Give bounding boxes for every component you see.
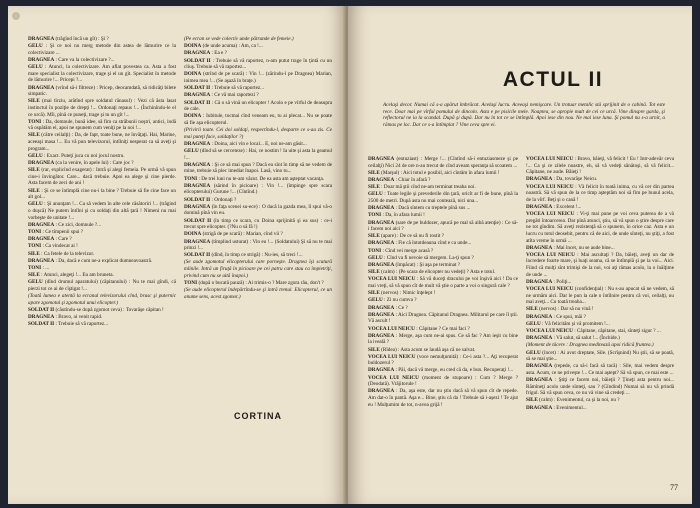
- dialogue-line: [28, 307, 176, 314]
- dialogue-line: [28, 258, 176, 265]
- speaker-name: DRAGNEA: [368, 367, 395, 374]
- line-text: : Ordonaţi ?: [211, 196, 237, 203]
- line-text: : Da, aşa este, dar nu ştiu dacă să vă spun cît de repede. Am dat-o în pantă. Aşa e... Bine, ştiu că da ! Trebuie să i-aşezi ! Te ajut eu ! Mulţumim de tot, n-avea grijă !: [368, 388, 518, 408]
- speaker-name: SILE: [368, 290, 380, 297]
- dialogue-line: [28, 153, 176, 160]
- line-text: (voce nemulţumită) : Ce-i asta ?... Aţi recuperat buldozerul ?: [368, 353, 518, 367]
- line-text: : Ce ?: [395, 304, 408, 311]
- speaker-name: DRAGNEA: [184, 50, 211, 57]
- dialogue-line: [526, 405, 674, 412]
- dialogue-line: [368, 240, 518, 247]
- line-text: : Doina, aici vin e local... E, noi ne-am găsit...: [211, 140, 307, 147]
- line-text: (calm) : Evenimentul, ca şi la noi, nu ?: [539, 397, 620, 404]
- speaker-name: DRAGNEA: [28, 257, 55, 264]
- dialogue-line: [28, 43, 176, 56]
- dialogue-line: [28, 222, 176, 229]
- stage-direction: (Toată lumea e atentă la ecranul televizorului cînd, brusc şi puternic apare zgomotul şi zgomotul unui elicopter.): [28, 293, 176, 306]
- stage-directions-intro: Acelaşi decor. Numai că s-a apărut îmbrăcat. Acelaşi lucru. Aceeaşi nemişcare. Un trotuar metalic stă sprijinit de o cabină. Tot este rece. Doar mai pe vîrful pomului de dincolo. Asta e pe pisicile mele. Noaptea, se apropie mult de cei ce urcă. Vine dinspre garda, şi reflectorul ne ia la scandal. După şi după. Dar nu în tot ce se întîmplă. Apoi iese din nou. Ne mai iese luna. Şi pomul nu s-a urnit, a rămas pe loc. Dar ce s-a întîmplat ? Vine ceva spre ei.: [383, 102, 665, 128]
- speaker-name: TONI: [28, 264, 42, 271]
- dialogue-line: [184, 197, 332, 204]
- speaker-name: SILE: [368, 233, 380, 240]
- speaker-name: TONI: [28, 228, 42, 235]
- speaker-name: DRAGNEA: [184, 92, 211, 99]
- line-text: : Bravo, ai venit rapid.: [55, 314, 103, 320]
- dialogue-line: [28, 236, 176, 243]
- dialogue-line: [526, 286, 674, 306]
- stage-direction: (Moment de tăcere : Dragnea meditează apoi ridică fruntea.): [526, 342, 654, 349]
- line-text: : Atunci, la colectivizare. Am aflat povestea ca. Asta a fost mare specialist la colectivizare, trage şi el un gît. Specialist în metode de lămurire !... Pricepi ?...: [28, 64, 176, 84]
- speaker-name: GELU: [526, 349, 541, 356]
- line-text: : Vă felicit în toată inima, cu vă cer din partea noastră. Să vă spun de la ce timp aşteptăm noi să fim pe bunul acela, de la vîrf. Beţi şi o cană !: [526, 183, 674, 203]
- line-text: (în faţa scenei su-ece) : O dacă la gazda mea, îl spui vă-o domină pînă vin eu.: [184, 203, 332, 217]
- speaker-name: TONI: [184, 279, 198, 286]
- dialogue-line: [368, 354, 518, 367]
- line-text: : Da, în afara lumii !: [382, 212, 425, 219]
- dialogue-line: [368, 375, 518, 388]
- line-text: (după o bucată pauză) : Ai trimis-o ? Mare zgura rău, don't ?: [198, 279, 324, 286]
- dialogue-line: [184, 58, 332, 71]
- dialogue-line: [28, 57, 176, 64]
- dialogue-line: [184, 92, 332, 99]
- line-text: : Dacă sîntem cu treptele pînă sus ...: [395, 205, 471, 212]
- speaker-name: VOCEA LUI NEICU: [526, 327, 573, 334]
- line-text: (Rîdea) : Asta acum se laudă aşa că ne salvat.: [381, 346, 476, 353]
- dialogue-line: [184, 218, 332, 231]
- speaker-name: DRAGNEA: [368, 388, 395, 395]
- line-text: : Excelent !...: [553, 203, 582, 210]
- line-text: : Da, tovarăşe Neicu.: [553, 176, 598, 183]
- line-text: : Să vă duceţi dracului pe voi înşivă aici ! Da ce mai vreţi, să vă spun cît de mult vă ştie o parte a voi o singură cale ?: [368, 276, 518, 289]
- line-text: : Mai ascultaţi ? Da, băieţi, aveţi un dar de încredere foarte mare, şi luaţi seama, că se întîmplă şi pe la voi... Aici. Fiind că mulţi sînt trimişi de la noi, voi aţi rămas acolo, la o înălţime de unde ...: [526, 251, 674, 278]
- speaker-name: DRAGNEA: [28, 236, 55, 243]
- speaker-name: DRAGNEA: [184, 203, 211, 210]
- speaker-name: VOCEA LUI NEICU: [368, 353, 416, 360]
- speaker-name: VOCEA LUI NEICU: [368, 325, 415, 332]
- speaker-name: VOCEA LUI NEICU: [526, 211, 575, 218]
- dialogue-line: [368, 156, 518, 169]
- stage-direction: (Privirii toate. Cei doi soldaţi, respectîndu-l, desparte ce s-au zis. Ce mai puteţi face, soldaţilor ?): [184, 127, 332, 140]
- dialogue-line: [184, 50, 332, 57]
- dialogue-line: [368, 290, 518, 297]
- dialogue-line: [184, 287, 332, 300]
- dialogue-line: [28, 229, 176, 236]
- dialogue-line: [526, 335, 674, 342]
- dialogue-line: [184, 231, 332, 238]
- line-text: (repede, ca să-i facă să tacă) : Sile, mai vedem despre asta. Acum, ce ne priveşte !... Ce mai aştept? Să vă spun, ce mai este ...: [526, 363, 674, 376]
- speaker-name: VOCEA LUI NEICU: [526, 183, 574, 190]
- speaker-name: GELU: [28, 152, 43, 159]
- line-text: (încet) : Ai avut dreptate, Sile. (Scrîşnind) Nu ştii, să se poată, să se mai ştie...: [526, 349, 674, 363]
- speaker-name: SOLDAT II: [184, 252, 211, 259]
- line-text: (sărind în picioare) : Vin !... (împinge spre scara elicopterului) Gurune !... (Cîntînd.): [184, 182, 332, 196]
- dialogue-line: [28, 36, 176, 43]
- dialogue-line: [184, 259, 332, 279]
- speaker-name: VOCEA LUI NEICU: [526, 156, 574, 162]
- line-text: : Şi anunţam !... Ca să vedem în alte cele căsătoriri !... (trăgind o duşcă) Ne putem întîlni şi cu soldaţi din altă ţară ! Nimeni nu mai vorbeşte de unitate !...: [28, 201, 176, 221]
- dialogue-line: [184, 252, 332, 259]
- speaker-name: TONI: [28, 118, 42, 125]
- line-text: : Ce spui, măi ?: [553, 313, 586, 320]
- dialogue-line: [184, 239, 332, 252]
- line-text: (rar, explicînd exagerat) : Intră şi alegi femeia. Pe urmă vă spun cine-i învingător. Care... dacă trebuie. Apoi ea alege şi cine pierde. Asta facem de zeci de ani !: [28, 167, 176, 187]
- dialogue-line: [184, 127, 332, 140]
- dialogue-line: [184, 43, 332, 50]
- speaker-name: VOCEA LUI NEICU: [368, 276, 416, 283]
- speaker-name: DRAGNEA: [368, 156, 395, 162]
- speaker-name: GELU: [28, 43, 43, 50]
- speaker-name: DRAGNEA: [184, 238, 211, 245]
- line-text: : Care ?: [55, 236, 72, 243]
- line-text: : Trebuie să vă raportez, n-am putut trage în ţintă cu un cliuş. Trebuie să vă raportez...: [184, 57, 332, 71]
- speaker-name: SILE: [526, 397, 538, 404]
- curtain-heading: CORTINA: [234, 411, 282, 421]
- dialogue-line: [28, 314, 176, 321]
- line-text: (tîmplind usturat) : Vin eu !... (Soldatului) Şi să nu te mai prinzi !...: [184, 238, 332, 252]
- line-text: : Evenimentul...: [553, 404, 587, 411]
- speaker-name: GELU: [368, 254, 383, 261]
- dialogue-line: [184, 280, 332, 287]
- speaker-name: DOINA: [184, 71, 202, 78]
- speaker-name: DRAGNEA: [368, 176, 395, 183]
- speaker-name: DRAGNEA: [526, 313, 553, 320]
- line-text: : Ce zici, domnule ?...: [55, 221, 102, 228]
- dialogue-line: [526, 279, 674, 286]
- line-text: (calm) : (Pe scara de elicopter nu vedeţi) ? Asta e totul.: [381, 269, 496, 276]
- line-text: (trăgînd încă un gît) : Şi ?: [55, 36, 109, 42]
- dialogue-line: [368, 333, 518, 346]
- line-text: : Toate legile şi prevederile din ţară, oricît ar fi de bune, pînă la 2500 de metri. După asta nu mai contează, nici una...: [368, 191, 518, 204]
- dialogue-line: [184, 113, 332, 126]
- line-text: : Ca vindecat ai !: [42, 243, 78, 250]
- speaker-name: SILE: [28, 187, 40, 194]
- dialogue-line: [368, 205, 518, 212]
- line-text: (dînd să se cerceteze) : Hai, ce nostim ! Ia uite şi asta la geamul !...: [184, 148, 332, 161]
- speaker-name: SILE: [526, 306, 538, 313]
- dialogue-line: [28, 293, 176, 306]
- line-text: (confidenţial) : Nu s-au apucat să ne vedem, să ne urmăm aici. Dar le pun la cale o întîlnire pentru că voi, ceilalţi, nu mai aveţi... Cu toată treaba...: [526, 286, 674, 306]
- dialogue-line: [368, 312, 518, 325]
- speaker-name: DRAGNEA: [28, 84, 55, 91]
- dialogue-line: [28, 243, 176, 250]
- speaker-name: SILE: [28, 272, 40, 279]
- line-text: : Merge, aşa cum ne-ai spus. Ce să fac ? Am ieşit cu bine la iveală ?: [368, 332, 518, 346]
- speaker-name: DRAGNEA: [368, 304, 395, 311]
- dialogue-line: [526, 176, 674, 183]
- dialogue-line: [368, 248, 518, 255]
- line-text: : Bravo, băieţi, vă felicit ! Eu ! Intr-adevăr ceva !... Ca şi ce zilele noastre, eh, să vă vedeţi sănătoşi, să vă felicit... Căpitane, ne aude. Băieţi !: [526, 156, 674, 176]
- line-text: : Că o să vină un elicopter ! Acolo e pe vîrful de deasupra de cale.: [184, 99, 332, 113]
- line-text: : ...: [42, 264, 50, 271]
- line-text: (apare) : De ce să nu fi rostit ?: [381, 233, 444, 240]
- dialogue-line: [368, 184, 518, 191]
- speaker-name: SILE: [368, 184, 380, 191]
- line-text: : Vă felicităm şi vă promitem !...: [542, 320, 610, 327]
- right-column-2: [526, 156, 674, 486]
- line-text: : Ce vă mai raportezi ?: [211, 92, 259, 99]
- line-text: (moment de stupoare) : Cum ? Merge ? (Deodată). Vrăjitorule !: [368, 374, 518, 388]
- left-page: [8, 6, 346, 504]
- speaker-name: SILE: [28, 167, 40, 174]
- speaker-name: SILE: [28, 132, 40, 139]
- dialogue-line: [368, 305, 518, 312]
- speaker-name: DRAGNEA: [28, 56, 55, 63]
- dialogue-line: [368, 347, 518, 354]
- speaker-name: SOLDAT II: [184, 57, 211, 64]
- stage-direction: (Se aude zgomotul elicopterului care porneşte. Dragnea îşi scutură mîinile. Intră un firuţă în picioare pe cei patru care stau ca împietriţi, privind cum nu se uită înapoi.): [184, 259, 332, 279]
- line-text: (căutîndu-se după zgomot ceva) : Tovarăşe căpitan !: [55, 306, 164, 313]
- speaker-name: DRAGNEA: [368, 332, 395, 339]
- dialogue-line: [28, 167, 176, 187]
- speaker-name: GELU: [368, 297, 383, 304]
- dialogue-line: [28, 132, 176, 152]
- line-text: (nervos) : Nimic înţelept !: [381, 290, 436, 297]
- speaker-name: SOLDAT II: [184, 196, 211, 203]
- line-text: : Ca fetele de la televizor.: [41, 250, 95, 257]
- speaker-name: DOINA: [184, 231, 202, 238]
- line-text: : Ştiţi ce facem noi, băieţii ? Ţineţi asta pentru noi... Rămîneţi acolo unde sînteţi, sau ? (Gîndind) Numai să nu vă prindă frigul. Să vă spun ceva, ce nu vă vine să credeţi ...: [526, 377, 674, 397]
- speaker-name: GELU: [526, 320, 541, 327]
- speaker-name: DRAGNEA: [368, 205, 395, 212]
- stage-direction: (Se aude elicopterul îndepărtîndu-se şi intră trenul. Elicopterul, ce un anume sens, acest zgomot.): [184, 287, 332, 300]
- speaker-name: VOCEA LUI NEICU: [526, 251, 575, 258]
- line-text: : Da, domnule, bună idee, să fim ca străbunii noştri, antici, indă vă ospătăm el, apoi ne spunem cum veniţi pe la noi !...: [28, 118, 176, 132]
- line-text: (împăcat) : Şi aşa pe terminat ?: [395, 262, 461, 269]
- dialogue-line: [368, 177, 518, 184]
- dialogue-line: [28, 119, 176, 132]
- dialogue-line: [368, 326, 518, 333]
- dialogue-line: [368, 191, 518, 204]
- speaker-name: TONI: [368, 247, 382, 254]
- dialogue-line: [368, 276, 518, 289]
- dialogue-line: [368, 170, 518, 177]
- speaker-name: GELU: [28, 279, 43, 286]
- speaker-name: DRAGNEA: [526, 377, 553, 384]
- dialogue-line: [28, 98, 176, 118]
- page-corner-mark: [12, 12, 20, 20]
- line-text: (ca la venire, în apele lui) : Care joc ?: [55, 160, 134, 167]
- dialogue-line: [526, 184, 674, 204]
- dialogue-line: [526, 314, 674, 321]
- dialogue-line: [184, 204, 332, 217]
- speaker-name: GELU: [368, 191, 383, 198]
- line-text: (Marşul) : Aici totul e posibil, aici cîntăm în afara lumii !: [381, 169, 500, 176]
- dialogue-line: [28, 251, 176, 258]
- speaker-name: DRAGNEA: [184, 182, 211, 189]
- speaker-name: VOCEA LUI NEICU: [368, 374, 419, 381]
- line-text: (strînd de pe scară) : Vin !... (zărindu-l pe Dragnea) Marian, inimea mea !... (Se aşază în braţe.): [184, 71, 332, 84]
- dialogue-line: [28, 265, 176, 272]
- line-text: (dînd, în timp ce strigă) : Nu-ies, să treci !...: [211, 252, 303, 259]
- speaker-name: SILE: [368, 169, 380, 176]
- speaker-name: GELU: [184, 148, 199, 155]
- line-text: (strigă de pe scară) : Marian, cînd vii ?: [202, 231, 283, 238]
- line-text: (către ceilalţi) : Da, de fapt, toate bune, ne învăţaţi. Hai, Marine, aceeaşi masa !... Eu vă pun televizorul, intîlniţi nesperat ca să aveţi şi program...: [28, 132, 176, 152]
- dialogue-line: [526, 342, 674, 349]
- dialogue-line: [184, 141, 332, 148]
- line-text: : Vă salut, să salut !... (Închide.): [553, 335, 620, 342]
- dialogue-line: [526, 350, 674, 363]
- speaker-name: DRAGNEA: [526, 404, 553, 411]
- line-text: : Chiar în afară ?: [395, 176, 431, 183]
- dialogue-line: [526, 306, 674, 313]
- dialogue-line: [526, 377, 674, 397]
- dialogue-line: [28, 201, 176, 221]
- speaker-name: DRAGNEA: [28, 36, 55, 42]
- line-text: : Care va la colectivizare ?...: [55, 56, 115, 63]
- line-text: (vrînd să-i filtreze) : Pricep, deocamdată, să ridicăţi bilete simpatic.: [28, 84, 176, 98]
- line-text: (nervos) : Dar să nu vină !: [539, 306, 594, 313]
- line-text: : Iubitule, tocmai cînd veneam eu, tu ai plecat... Nu se poate să fie aşa elicopterul.: [184, 113, 332, 126]
- speaker-name: DRAGNEA: [526, 335, 553, 342]
- dialogue-line: [368, 269, 518, 276]
- line-text: : Trebuie să vă raportez...: [211, 85, 265, 92]
- line-text: : Păi, dacă vă merge, eu cred că da, e bun. Recuperaţi !...: [395, 367, 514, 374]
- line-text: : Poliţi...: [553, 278, 572, 285]
- line-text: (dînd drumul aparatului) (căpitanului) : Nu te mai gîndi, că pierzi tot ce ai de cîştigat !...: [28, 279, 176, 292]
- dialogue-line: [184, 100, 332, 113]
- stage-direction: (Pe ecran se vede colectiv unde pătrunde de femeie.): [184, 36, 294, 42]
- left-column-1: [28, 36, 176, 486]
- dialogue-line: [368, 367, 518, 374]
- line-text: : Zi nu cumva ?: [384, 297, 417, 304]
- speaker-name: DRAGNEA: [28, 160, 55, 167]
- dialogue-line: [526, 245, 674, 252]
- line-text: : Atunci, alegeţi !... Eu am bruneta.: [41, 272, 114, 279]
- page-number: 77: [670, 483, 678, 492]
- dialogue-line: [368, 388, 518, 408]
- speaker-name: SOLDAT II: [28, 321, 55, 328]
- line-text: (în timp ce scara, cu Doina sprijinită şi ea sus) : ce-i trecut spre elicopter. (?Nu o să fă !): [184, 217, 332, 231]
- dialogue-line: [184, 71, 332, 84]
- speaker-name: GELU: [28, 201, 43, 208]
- speaker-name: SILE: [368, 346, 380, 353]
- speaker-name: DRAGNEA: [526, 176, 553, 183]
- speaker-name: TONI: [184, 175, 198, 182]
- speaker-name: GELU: [28, 64, 43, 71]
- dialogue-line: [28, 64, 176, 84]
- speaker-name: SOLDAT II: [28, 306, 55, 313]
- line-text: : De trei luni nu te-am văzut. De ea asta am aşteptat vacanţa.: [198, 175, 325, 182]
- line-text: : Şi ce să mai spun ? Dacă eu sînt în timp să ne vedem de mine, trebuie să plec imediat înapoi. Lasă, vino tu...: [184, 161, 332, 175]
- line-text: (entuziast) : Merge !... (Cîntînd să-i entuziasmeze şi pe ceilalţi) Nici 24 de ore n-au trecut de cînd aveam speranţa să scoatem ...: [368, 156, 518, 169]
- right-column-1: [368, 156, 518, 486]
- line-text: (mai tîrziu, arătînd spre soldatul rănasul) : Vezi că ăsta lasat instinctul în poziţie de drepţi !... Ordonaţi repaus !... (Închinîndu-le el ce urcă). Mîi, pînă ce puneţi, trage şi tu un gît !...: [28, 98, 176, 118]
- speaker-name: DRAGNEA: [368, 311, 395, 318]
- line-text: : Căpitane, căpitane, stai, sînteţi sigur ? ...: [574, 327, 661, 334]
- speaker-name: DRAGNEA: [526, 244, 553, 251]
- dialogue-line: [368, 233, 518, 240]
- line-text: : Aici Dragnea. Căpitanul Dragnea. Militarul pe care îl ştii. Vă ascult !: [368, 311, 518, 325]
- line-text: : Mai încet, nu se aude bine...: [553, 244, 615, 251]
- line-text: (de unde acuma) : Am, ca !...: [202, 43, 263, 50]
- dialogue-line: [28, 279, 176, 292]
- dialogue-line: [368, 255, 518, 262]
- speaker-name: DRAGNEA: [526, 363, 553, 370]
- dialogue-line: [526, 363, 674, 376]
- speaker-name: DRAGNEA: [184, 140, 211, 147]
- speaker-name: SOLDAT II: [184, 99, 211, 106]
- dialogue-line: [184, 36, 332, 43]
- speaker-name: TONI: [368, 212, 382, 219]
- speaker-name: SILE: [28, 98, 40, 105]
- line-text: (sare de pe buldozer, apucă pe mal să aibă atenţie) : Ce să-i facem noi aici ?: [368, 219, 518, 233]
- dialogue-line: [184, 148, 332, 161]
- dialogue-line: [28, 188, 176, 201]
- line-text: : Exact. Puteţi juca cu noi jocul nostru.: [44, 152, 125, 159]
- line-text: : Ea e ?: [211, 50, 227, 57]
- line-text: : Ce tîmpenii spui ?: [42, 228, 84, 235]
- dialogue-line: [368, 297, 518, 304]
- speaker-name: DRAGNEA: [526, 203, 553, 210]
- speaker-name: DOINA: [184, 113, 202, 120]
- dialogue-line: [368, 212, 518, 219]
- dialogue-line: [28, 85, 176, 98]
- dialogue-line: [184, 176, 332, 183]
- dialogue-line: [184, 183, 332, 196]
- speaker-name: DOINA: [184, 43, 202, 50]
- dialogue-line: [526, 252, 674, 278]
- dialogue-line: [526, 211, 674, 244]
- line-text: : Şi ce se întîmplă cine nu-i la bine ? Trebuie să fie cine face un alt gol...: [28, 187, 176, 201]
- dialogue-line: [526, 328, 674, 335]
- dialogue-line: [526, 204, 674, 211]
- speaker-name: TONI: [28, 243, 42, 250]
- line-text: : Da, dacă e cum ne-a explicat dumneavoastră.: [55, 257, 153, 264]
- speaker-name: SILE: [368, 269, 380, 276]
- line-text: : Cînd vei merge acasă ?: [382, 247, 434, 254]
- dialogue-line: [28, 160, 176, 167]
- dialogue-line: [28, 272, 176, 279]
- line-text: : Trebuie să vă raportez...: [55, 321, 109, 328]
- dialogue-line: [368, 220, 518, 233]
- speaker-name: VOCEA LUI NEICU: [526, 286, 574, 293]
- dialogue-line: [526, 397, 674, 404]
- dialogue-line: [368, 262, 518, 269]
- speaker-name: SOLDAT II: [184, 217, 212, 224]
- speaker-name: DRAGNEA: [526, 278, 553, 285]
- dialogue-line: [526, 321, 674, 328]
- line-text: : Şi ce noi nu merg metode din astea de lămurire ce la colectivizare ...: [28, 43, 176, 56]
- speaker-name: DRAGNEA: [28, 221, 55, 228]
- act-title: ACTUL II: [502, 68, 604, 91]
- line-text: : Fie că întotdeauna cînd e ca unde...: [395, 240, 472, 247]
- speaker-name: SOLDAT II: [184, 85, 211, 92]
- right-page: [348, 6, 692, 504]
- speaker-name: SILE: [28, 250, 40, 257]
- line-text: : Căpitane ? Ce mai faci ?: [416, 325, 470, 332]
- line-text: : Cînd va fi nevoie să mergem. La-ţi spun ?: [384, 254, 474, 261]
- line-text: : Doar mă ştii cînd ne-am terminat treaba noi.: [381, 184, 476, 191]
- line-text: : Vi-ţi mai pune pe voi ceva puterea de a vă pregăti întoarcerea. Dar pînă atunci, ştiu, să vă spun o ştire despre care ne tot gîndim. Să aveţi rezistenţă să o spunem, în orice caz. Asta e un lucru cu totul deosebit, pentru că de aici, de unde sînteţi, nu ştiţi, a fost atîta vreme în urmă ...: [526, 211, 674, 244]
- dialogue-line: [28, 321, 176, 328]
- dialogue-line: [184, 85, 332, 92]
- dialogue-line: [526, 156, 674, 176]
- speaker-name: DRAGNEA: [368, 240, 395, 247]
- speaker-name: DRAGNEA: [28, 314, 55, 320]
- speaker-name: DRAGNEA: [368, 219, 395, 226]
- speaker-name: DRAGNEA: [368, 262, 395, 269]
- dialogue-line: [184, 162, 332, 175]
- speaker-name: DRAGNEA: [184, 161, 211, 168]
